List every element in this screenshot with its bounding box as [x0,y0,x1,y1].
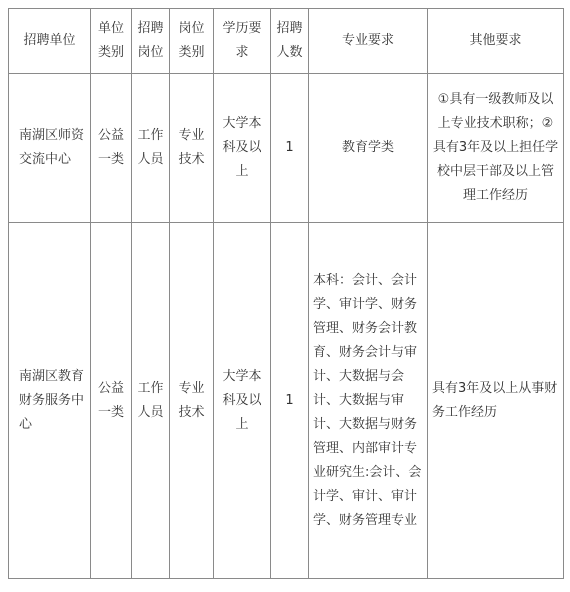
table-row [9,223,564,579]
cell-count: 1 [271,223,309,579]
cell-unit-type: 公益一类 [91,74,132,223]
header-education: 学历要求 [214,9,271,74]
cell-education: 大学本科及以上 [214,223,271,579]
header-position: 招聘岗位 [132,9,170,74]
cell-count: 1 [271,74,309,223]
cell-other: 具有3年及以上从事财务工作经历 [428,223,564,579]
cell-other: ①具有一级教师及以上专业技术职称；②具有3年及以上担任学校中层干部及以上管理工作经历 [428,74,564,223]
header-unit: 招聘单位 [9,9,91,74]
header-position-type: 岗位类别 [170,9,214,74]
table-row [9,74,564,223]
cell-major: 本科：会计、会计学、审计学、财务管理、财务会计教育、财务会计与审计、大数据与会计、大数据与审计、大数据与财务管理、内部审计专业研究生:会计、会计学、审计、审计学、财务管理专业 [309,223,428,579]
header-row [9,9,564,74]
cell-education: 大学本科及以上 [214,74,271,223]
cell-unit: 南湖区教育财务服务中心 [9,223,91,579]
cell-unit-type: 公益一类 [91,223,132,579]
cell-position-type: 专业技术 [170,74,214,223]
cell-position: 工作人员 [132,74,170,223]
header-count: 招聘人数 [271,9,309,74]
cell-position: 工作人员 [132,223,170,579]
recruitment-table [8,8,564,579]
header-unit-type: 单位类别 [91,9,132,74]
cell-major: 教育学类 [309,74,428,223]
cell-unit: 南湖区师资交流中心 [9,74,91,223]
cell-position-type: 专业技术 [170,223,214,579]
header-other: 其他要求 [428,9,564,74]
header-major: 专业要求 [309,9,428,74]
